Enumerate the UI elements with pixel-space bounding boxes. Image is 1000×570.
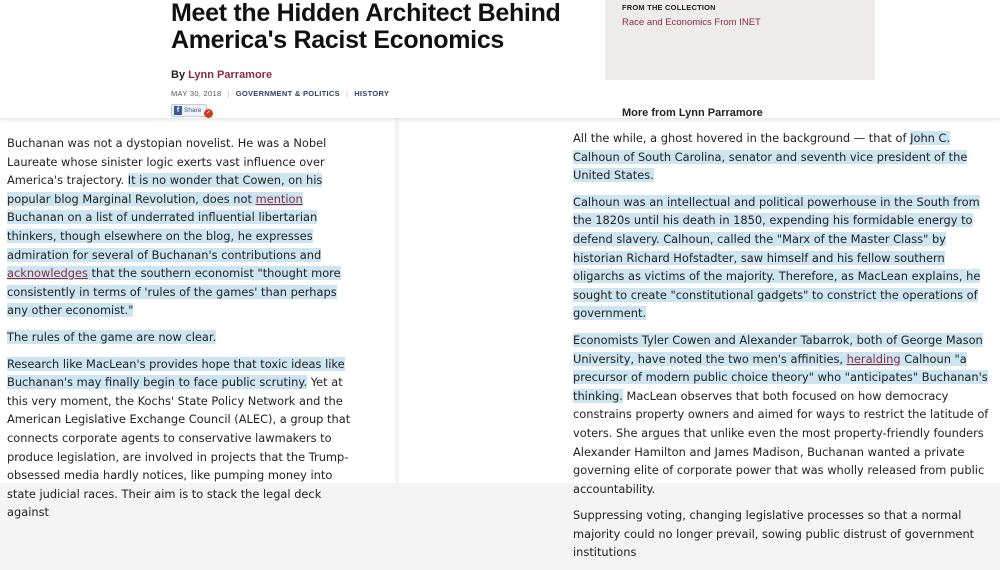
text-span: Economists Tyler Cowen and Alexander Tabarrok, both of George Mason University, have noted the two men's affinities, <box>573 332 983 366</box>
category-link-history[interactable]: HISTORY <box>354 89 390 98</box>
text-span: Yet at this very moment, the Kochs' State Policy Network and the American Legislative Exchange Council (ALEC), a group that connects corporate agents to conservative lawmakers to produce legislation, are involved in projects that the Trump-obsessed media hardly notices, like pumping money into state judicial races. Their aim is to stack the legal deck against <box>7 375 351 520</box>
share-box <box>171 104 207 117</box>
article-header <box>0 0 1000 118</box>
right-paragraph-4 <box>573 506 989 562</box>
text-span: MacLean observes that both focused on how democracy constrains property owners and aimed for ways to restrict the latitude of voters. She argues that unlike even the most property-friendly founders Alexander Hamilton and James Madison, Buchanan wanted a private governing elite of corporate power that was wholly released from public accountability. <box>573 388 989 496</box>
highlighted-text: The rules of the game are now clear. <box>7 329 217 344</box>
facebook-icon: f <box>174 106 182 115</box>
heralding-link[interactable]: heralding <box>846 351 901 366</box>
right-article-text <box>573 129 989 570</box>
share-badge-icon: ✓ <box>205 110 212 116</box>
left-article-text <box>7 134 355 530</box>
collection-link[interactable]: Race and Economics From INET <box>622 17 761 28</box>
highlighted-text: Calhoun was an intellectual and political powerhouse in the South from the 1820s until his death in 1850, expending his formidable energy to defend slavery. Calhoun, called the "Marx of the Master Class" by historian Richard Hofstadter, saw himself and his fellow southern oligarchs as victims of the majority. Therefore, as MacLean explains, he sought to create "constitutional gadgets" to constrict the operations of government. <box>573 194 981 321</box>
more-from-author-heading: More from Lynn Parramore <box>622 107 763 119</box>
byline-prefix: By <box>171 69 186 81</box>
category-link-government-politics[interactable]: GOVERNMENT & POLITICS <box>235 89 340 98</box>
author-link[interactable]: Lynn Parramore <box>188 69 273 81</box>
mention-link[interactable]: mention <box>255 191 303 206</box>
left-paragraph-2 <box>7 328 355 347</box>
article-title: Meet the Hidden Architect Behind America's Racist Economics <box>171 0 561 54</box>
text-span: that the southern economist "thought more consistently in terms of 'rules of the games' than perhaps any other economist." <box>7 266 341 318</box>
share-label: Share <box>184 107 202 114</box>
text-span: Buchanan on a list of underrated influential libertarian thinkers, though elsewhere on the blog, he expresses admiration for several of Buchanan's contributions and <box>7 210 322 262</box>
text-span: Suppressing voting, changing legislative processes so that a normal majority could no longer prevail, sowing public distrust of government institutions <box>573 508 975 560</box>
collection-label: FROM THE COLLECTION <box>622 3 716 12</box>
highlighted-text: John C. Calhoun of South Carolina, senator and seventh vice president of the United States. <box>573 131 968 183</box>
left-paragraph-3 <box>7 355 355 522</box>
byline <box>171 69 272 81</box>
right-article-column <box>399 100 1000 560</box>
acknowledges-link[interactable]: acknowledges <box>7 266 88 281</box>
text-span: All the while, a ghost hovered in the background — that of <box>573 131 911 145</box>
right-paragraph-3 <box>573 331 989 498</box>
highlighted-text <box>7 173 341 317</box>
publish-date: MAY 30, 2018 <box>171 89 222 98</box>
collection-box <box>605 0 875 80</box>
text-span: Buchanan was not a dystopian novelist. He was a Nobel Laureate whose sinister logic exerts vast influence over America's trajectory. <box>7 136 327 188</box>
separator: | <box>227 89 230 98</box>
separator: | <box>345 89 349 98</box>
left-article-column <box>0 100 395 520</box>
right-paragraph-1 <box>573 129 989 185</box>
left-paragraph-1 <box>7 134 355 320</box>
facebook-share-button[interactable] <box>171 104 213 117</box>
article-meta <box>171 89 389 98</box>
highlighted-text: Research like MacLean's provides hope that toxic ideas like Buchanan's may finally begin to face public scrutiny. <box>7 356 345 390</box>
text-span: It is no wonder that Cowen, on his popular blog Marginal Revolution, does not <box>7 173 323 206</box>
text-span: Calhoun "a precursor of modern public choice theory" who "anticipates" Buchanan's thinking. <box>573 351 988 403</box>
right-paragraph-2 <box>573 193 989 323</box>
